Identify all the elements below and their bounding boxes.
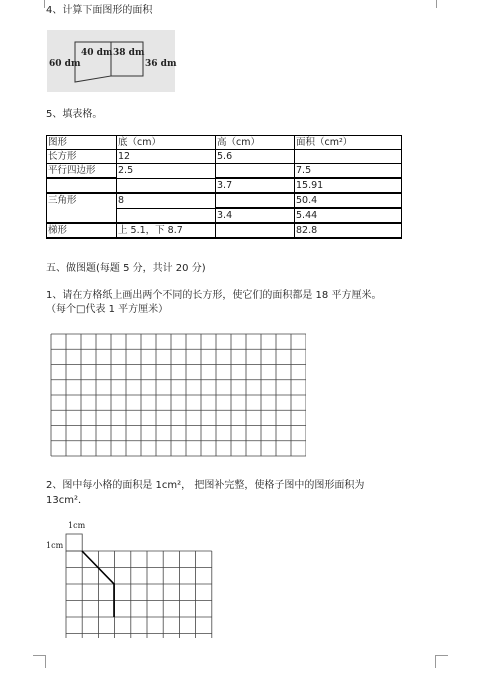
q2-text-line2: 13cm²． <box>46 495 88 506</box>
table-cell: 50.4 <box>295 193 402 208</box>
corner-mark-bottom-right <box>435 655 448 668</box>
figure-label-right: 36 dm <box>145 59 177 69</box>
table-row <box>47 164 402 179</box>
table-row <box>47 178 402 193</box>
fill-in-table <box>46 135 402 239</box>
table-cell: 2.5 <box>117 164 216 179</box>
table-row <box>47 223 402 238</box>
table-cell <box>295 150 402 164</box>
table-cell <box>216 223 295 238</box>
table-cell: 三角形 <box>47 193 117 208</box>
figure-grid[interactable] <box>62 528 214 638</box>
table-header-cell: 底（cm） <box>117 136 216 150</box>
square-grid-paper[interactable] <box>50 333 306 457</box>
table-cell: 平行四边形 <box>47 164 117 179</box>
table-cell: 8 <box>117 193 216 208</box>
corner-mark-top-left <box>32 0 45 8</box>
q1-text-line1: 1、请在方格纸上画出两个不同的长方形，使它们的面积都是 18 平方厘米。 <box>46 290 382 301</box>
table-cell: 3.7 <box>216 178 295 193</box>
table-cell <box>47 208 117 223</box>
section-title: 五、做图题(每题 5 分，共计 20 分) <box>46 263 206 274</box>
table-row <box>47 193 402 208</box>
table-cell: 5.44 <box>295 208 402 223</box>
table-cell <box>117 178 216 193</box>
table-row <box>47 208 402 223</box>
corner-mark-top-right <box>436 0 449 8</box>
corner-mark-bottom-left <box>33 655 46 668</box>
trapezoid-rectangle-figure <box>47 30 175 92</box>
table-cell: 12 <box>117 150 216 164</box>
q2-text-line1: 2、图中每小格的面积是 1cm²， 把图补完整，使格子图中的图形面积为 <box>46 480 365 491</box>
table-header-row <box>47 136 402 150</box>
table-header-cell: 图形 <box>47 136 117 150</box>
table-cell: 梯形 <box>47 223 117 238</box>
table-cell <box>47 178 117 193</box>
figure-label-mid: 38 dm <box>113 48 145 58</box>
q1-text-line2: （每个□代表 1 平方厘米） <box>46 304 169 315</box>
table-row <box>47 150 402 164</box>
unit-label-top: 1cm <box>68 521 86 530</box>
table-cell: 长方形 <box>47 150 117 164</box>
q5-title: 5、填表格。 <box>46 109 103 120</box>
table-cell: 15.91 <box>295 178 402 193</box>
figure-label-left: 60 dm <box>49 59 81 69</box>
q4-title: 4、计算下面图形的面积 <box>46 5 153 16</box>
table-cell: 上 5.1，下 8.7 <box>117 223 216 238</box>
unit-label-left: 1cm <box>46 541 64 550</box>
table-cell <box>117 208 216 223</box>
table-header-cell: 高（cm） <box>216 136 295 150</box>
table-header-cell: 面积（cm²） <box>295 136 402 150</box>
table-cell: 3.4 <box>216 208 295 223</box>
table-cell: 5.6 <box>216 150 295 164</box>
table-cell <box>216 164 295 179</box>
table-cell: 82.8 <box>295 223 402 238</box>
table-cell <box>216 193 295 208</box>
figure-label-top: 40 dm <box>81 48 113 58</box>
table-cell: 7.5 <box>295 164 402 179</box>
